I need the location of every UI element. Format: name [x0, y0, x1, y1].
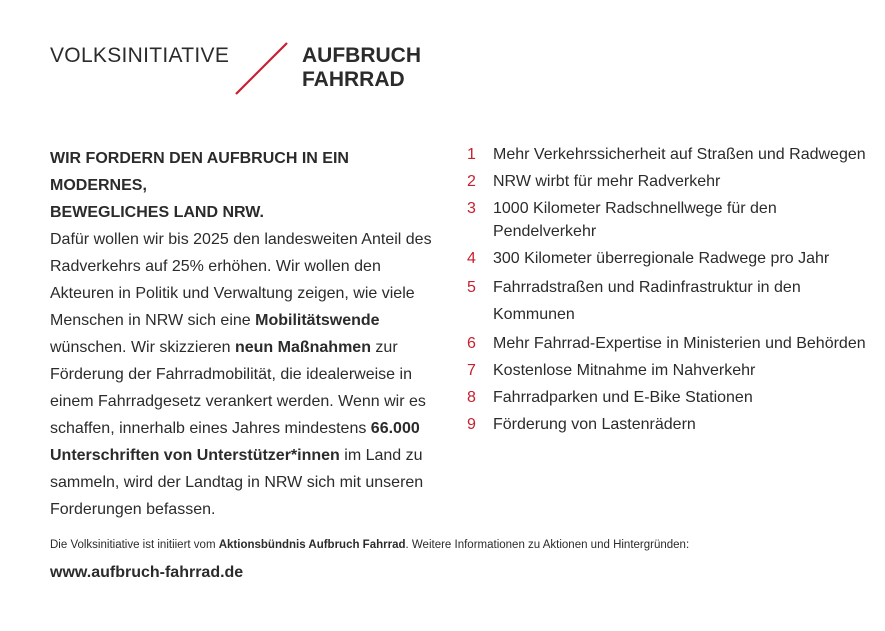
demand-number: 2 — [467, 173, 476, 190]
intro-bold-mobilitaetswende: Mobilitätswende — [255, 312, 380, 329]
intro-bold-unterschriften: 66.000 Unterschriften von Unterstützer*innen — [50, 420, 420, 464]
intro-text-2: wünschen. Wir skizzieren — [50, 339, 235, 356]
footer-note-text-2: . Weitere Informationen zu Aktionen und Hintergründen: — [405, 539, 690, 551]
intro-section — [50, 145, 440, 523]
logo-line-2: FAHRRAD — [302, 68, 405, 91]
demand-item-5 — [467, 274, 867, 328]
demand-item-2 — [467, 170, 867, 193]
demand-item-1 — [467, 143, 867, 166]
demand-number: 7 — [467, 362, 476, 379]
demand-number: 8 — [467, 389, 476, 406]
intro-bold-massnahmen: neun Maßnahmen — [234, 339, 371, 356]
demand-item-3 — [467, 197, 867, 243]
footer-note — [50, 539, 689, 551]
intro-paragraph — [50, 226, 440, 523]
intro-text-3: zur Förderung der Fahrradmobilität, die idealerweise in einem Fahrradgesetz verankert werden. Wenn wir es schaffen, innerhalb eines Jahres mindestens — [50, 339, 426, 437]
demand-text: Kostenlose Mitnahme im Nahverkehr — [493, 362, 756, 379]
demand-text: NRW wirbt für mehr Radverkehr — [493, 173, 721, 190]
footer-note-organization: Aktionsbündnis Aufbruch Fahrrad — [218, 539, 406, 551]
demand-number: 1 — [467, 146, 476, 163]
logo-aufbruch-fahrrad — [302, 44, 421, 92]
demand-item-4 — [467, 247, 867, 270]
intro-text-4: im Land zu sammeln, wird der Landtag in NRW sich mit unseren Forderungen befassen. — [50, 447, 424, 518]
demand-item-9 — [467, 413, 867, 436]
demand-text: Mehr Verkehrssicherheit auf Straßen und Radwegen — [493, 146, 866, 163]
demand-item-8 — [467, 386, 867, 409]
intro-heading-line-1: WIR FORDERN DEN AUFBRUCH IN EIN MODERNES, — [50, 150, 349, 194]
demand-item-6 — [467, 332, 867, 355]
demand-text: Fahrradparken und E-Bike Stationen — [493, 389, 753, 406]
demand-number: 5 — [467, 279, 476, 296]
demand-number: 4 — [467, 250, 476, 267]
demand-number: 3 — [467, 200, 476, 217]
demands-list — [467, 143, 867, 440]
demand-text: Förderung von Lastenrädern — [493, 416, 696, 433]
demand-item-7 — [467, 359, 867, 382]
demand-text: 1000 Kilometer Radschnellwege für den Pendelverkehr — [493, 200, 777, 240]
logo-volksinitiative: VOLKSINITIATIVE — [50, 44, 230, 67]
demand-text: Mehr Fahrrad-Expertise in Ministerien und Behörden — [493, 335, 866, 352]
demand-number: 9 — [467, 416, 476, 433]
demand-text: Fahrradstraßen und Radinfrastruktur in den Kommunen — [493, 279, 801, 323]
demand-text: 300 Kilometer überregionale Radwege pro Jahr — [493, 250, 830, 267]
intro-heading-line-2: BEWEGLICHES LAND NRW. — [50, 204, 264, 221]
intro-text-1: Dafür wollen wir bis 2025 den landesweiten Anteil des Radverkehrs auf 25% erhöhen. Wir wollen den Akteuren in Politik und Verwaltung zeigen, wie viele Menschen in NRW sich eine — [50, 231, 432, 329]
logo-slash-icon — [232, 40, 292, 98]
intro-heading — [50, 145, 440, 226]
demand-number: 6 — [467, 335, 476, 352]
website-link[interactable]: www.aufbruch-fahrrad.de — [50, 564, 244, 581]
footer-note-text-1: Die Volksinitiative ist initiiert vom — [50, 539, 219, 551]
logo-line-1: AUFBRUCH — [302, 44, 421, 67]
